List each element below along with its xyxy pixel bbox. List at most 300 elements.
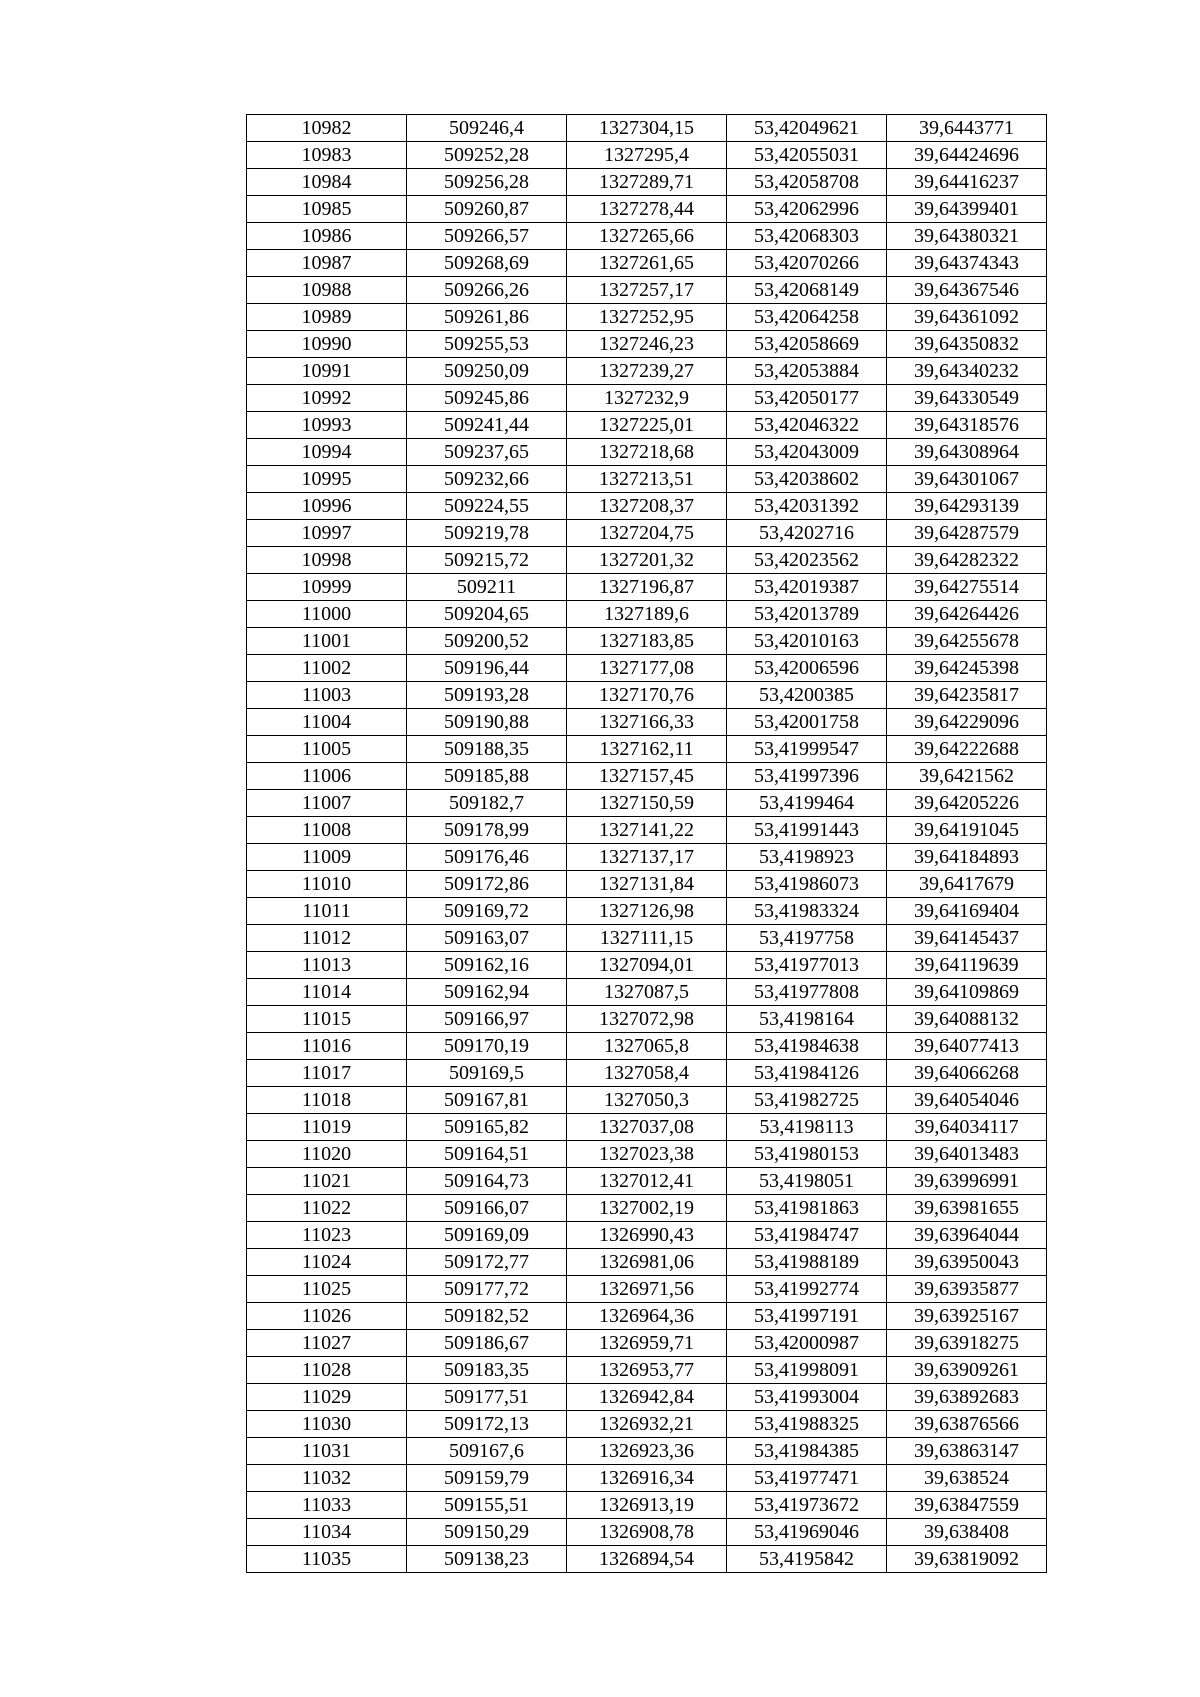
table-row bbox=[247, 1411, 1047, 1438]
longitude-cell: 39,64109869 bbox=[887, 979, 1047, 1006]
point-number-cell: 11011 bbox=[247, 898, 407, 925]
longitude-cell: 39,64013483 bbox=[887, 1141, 1047, 1168]
latitude-cell: 53,41998091 bbox=[727, 1357, 887, 1384]
latitude-cell: 53,41977471 bbox=[727, 1465, 887, 1492]
x-coordinate-cell: 509219,78 bbox=[407, 520, 567, 547]
latitude-cell: 53,41984126 bbox=[727, 1060, 887, 1087]
point-number-cell: 10991 bbox=[247, 358, 407, 385]
y-coordinate-cell: 1327012,41 bbox=[567, 1168, 727, 1195]
point-number-cell: 10992 bbox=[247, 385, 407, 412]
longitude-cell: 39,64145437 bbox=[887, 925, 1047, 952]
table-row bbox=[247, 1465, 1047, 1492]
table-row bbox=[247, 1006, 1047, 1033]
latitude-cell: 53,42001758 bbox=[727, 709, 887, 736]
latitude-cell: 53,42000987 bbox=[727, 1330, 887, 1357]
x-coordinate-cell: 509193,28 bbox=[407, 682, 567, 709]
point-number-cell: 11020 bbox=[247, 1141, 407, 1168]
y-coordinate-cell: 1327232,9 bbox=[567, 385, 727, 412]
longitude-cell: 39,64184893 bbox=[887, 844, 1047, 871]
table-row bbox=[247, 952, 1047, 979]
longitude-cell: 39,63847559 bbox=[887, 1492, 1047, 1519]
latitude-cell: 53,41980153 bbox=[727, 1141, 887, 1168]
latitude-cell: 53,42053884 bbox=[727, 358, 887, 385]
x-coordinate-cell: 509185,88 bbox=[407, 763, 567, 790]
x-coordinate-cell: 509178,99 bbox=[407, 817, 567, 844]
table-row bbox=[247, 1141, 1047, 1168]
x-coordinate-cell: 509211 bbox=[407, 574, 567, 601]
point-number-cell: 10983 bbox=[247, 142, 407, 169]
y-coordinate-cell: 1327265,66 bbox=[567, 223, 727, 250]
point-number-cell: 11030 bbox=[247, 1411, 407, 1438]
y-coordinate-cell: 1327023,38 bbox=[567, 1141, 727, 1168]
point-number-cell: 11008 bbox=[247, 817, 407, 844]
latitude-cell: 53,42068149 bbox=[727, 277, 887, 304]
table-row bbox=[247, 844, 1047, 871]
latitude-cell: 53,42006596 bbox=[727, 655, 887, 682]
x-coordinate-cell: 509176,46 bbox=[407, 844, 567, 871]
latitude-cell: 53,4198051 bbox=[727, 1168, 887, 1195]
longitude-cell: 39,64119639 bbox=[887, 952, 1047, 979]
x-coordinate-cell: 509172,86 bbox=[407, 871, 567, 898]
longitude-cell: 39,638524 bbox=[887, 1465, 1047, 1492]
point-number-cell: 10985 bbox=[247, 196, 407, 223]
table-row bbox=[247, 358, 1047, 385]
table-row bbox=[247, 1492, 1047, 1519]
longitude-cell: 39,63909261 bbox=[887, 1357, 1047, 1384]
longitude-cell: 39,64088132 bbox=[887, 1006, 1047, 1033]
y-coordinate-cell: 1327278,44 bbox=[567, 196, 727, 223]
latitude-cell: 53,41997396 bbox=[727, 763, 887, 790]
table-row bbox=[247, 331, 1047, 358]
point-number-cell: 11002 bbox=[247, 655, 407, 682]
latitude-cell: 53,41977808 bbox=[727, 979, 887, 1006]
latitude-cell: 53,42055031 bbox=[727, 142, 887, 169]
longitude-cell: 39,64066268 bbox=[887, 1060, 1047, 1087]
y-coordinate-cell: 1326981,06 bbox=[567, 1249, 727, 1276]
x-coordinate-cell: 509266,26 bbox=[407, 277, 567, 304]
x-coordinate-cell: 509186,67 bbox=[407, 1330, 567, 1357]
point-number-cell: 11029 bbox=[247, 1384, 407, 1411]
x-coordinate-cell: 509164,73 bbox=[407, 1168, 567, 1195]
x-coordinate-cell: 509166,97 bbox=[407, 1006, 567, 1033]
x-coordinate-cell: 509150,29 bbox=[407, 1519, 567, 1546]
longitude-cell: 39,63964044 bbox=[887, 1222, 1047, 1249]
y-coordinate-cell: 1327131,84 bbox=[567, 871, 727, 898]
latitude-cell: 53,42050177 bbox=[727, 385, 887, 412]
point-number-cell: 11006 bbox=[247, 763, 407, 790]
y-coordinate-cell: 1327141,22 bbox=[567, 817, 727, 844]
y-coordinate-cell: 1327137,17 bbox=[567, 844, 727, 871]
y-coordinate-cell: 1327239,27 bbox=[567, 358, 727, 385]
latitude-cell: 53,4197758 bbox=[727, 925, 887, 952]
y-coordinate-cell: 1327196,87 bbox=[567, 574, 727, 601]
point-number-cell: 11013 bbox=[247, 952, 407, 979]
longitude-cell: 39,64361092 bbox=[887, 304, 1047, 331]
table-row bbox=[247, 547, 1047, 574]
latitude-cell: 53,41997191 bbox=[727, 1303, 887, 1330]
point-number-cell: 10990 bbox=[247, 331, 407, 358]
longitude-cell: 39,63863147 bbox=[887, 1438, 1047, 1465]
table-row bbox=[247, 493, 1047, 520]
y-coordinate-cell: 1326959,71 bbox=[567, 1330, 727, 1357]
point-number-cell: 11025 bbox=[247, 1276, 407, 1303]
table-row bbox=[247, 439, 1047, 466]
x-coordinate-cell: 509188,35 bbox=[407, 736, 567, 763]
point-number-cell: 11007 bbox=[247, 790, 407, 817]
y-coordinate-cell: 1327252,95 bbox=[567, 304, 727, 331]
longitude-cell: 39,64275514 bbox=[887, 574, 1047, 601]
point-number-cell: 10987 bbox=[247, 250, 407, 277]
longitude-cell: 39,64264426 bbox=[887, 601, 1047, 628]
point-number-cell: 11035 bbox=[247, 1546, 407, 1573]
x-coordinate-cell: 509255,53 bbox=[407, 331, 567, 358]
point-number-cell: 11004 bbox=[247, 709, 407, 736]
table-row bbox=[247, 763, 1047, 790]
table-row bbox=[247, 1033, 1047, 1060]
longitude-cell: 39,63935877 bbox=[887, 1276, 1047, 1303]
point-number-cell: 11033 bbox=[247, 1492, 407, 1519]
point-number-cell: 11009 bbox=[247, 844, 407, 871]
x-coordinate-cell: 509246,4 bbox=[407, 115, 567, 142]
longitude-cell: 39,63876566 bbox=[887, 1411, 1047, 1438]
table-row bbox=[247, 628, 1047, 655]
table-row bbox=[247, 817, 1047, 844]
point-number-cell: 10998 bbox=[247, 547, 407, 574]
table-row bbox=[247, 1168, 1047, 1195]
latitude-cell: 53,41988189 bbox=[727, 1249, 887, 1276]
x-coordinate-cell: 509167,6 bbox=[407, 1438, 567, 1465]
x-coordinate-cell: 509172,13 bbox=[407, 1411, 567, 1438]
table-row bbox=[247, 1384, 1047, 1411]
table-row bbox=[247, 709, 1047, 736]
x-coordinate-cell: 509245,86 bbox=[407, 385, 567, 412]
x-coordinate-cell: 509196,44 bbox=[407, 655, 567, 682]
coordinates-table bbox=[246, 114, 1047, 1573]
latitude-cell: 53,42046322 bbox=[727, 412, 887, 439]
table-row bbox=[247, 1276, 1047, 1303]
y-coordinate-cell: 1327261,65 bbox=[567, 250, 727, 277]
x-coordinate-cell: 509169,09 bbox=[407, 1222, 567, 1249]
point-number-cell: 11016 bbox=[247, 1033, 407, 1060]
latitude-cell: 53,4199464 bbox=[727, 790, 887, 817]
point-number-cell: 11012 bbox=[247, 925, 407, 952]
point-number-cell: 10997 bbox=[247, 520, 407, 547]
table-row bbox=[247, 1357, 1047, 1384]
point-number-cell: 10999 bbox=[247, 574, 407, 601]
x-coordinate-cell: 509169,72 bbox=[407, 898, 567, 925]
longitude-cell: 39,64054046 bbox=[887, 1087, 1047, 1114]
x-coordinate-cell: 509200,52 bbox=[407, 628, 567, 655]
longitude-cell: 39,63892683 bbox=[887, 1384, 1047, 1411]
point-number-cell: 11001 bbox=[247, 628, 407, 655]
longitude-cell: 39,64169404 bbox=[887, 898, 1047, 925]
longitude-cell: 39,64293139 bbox=[887, 493, 1047, 520]
latitude-cell: 53,41983324 bbox=[727, 898, 887, 925]
table-row bbox=[247, 169, 1047, 196]
y-coordinate-cell: 1326942,84 bbox=[567, 1384, 727, 1411]
latitude-cell: 53,42058669 bbox=[727, 331, 887, 358]
point-number-cell: 11010 bbox=[247, 871, 407, 898]
table-row bbox=[247, 1222, 1047, 1249]
point-number-cell: 10984 bbox=[247, 169, 407, 196]
table-row bbox=[247, 1195, 1047, 1222]
latitude-cell: 53,41977013 bbox=[727, 952, 887, 979]
y-coordinate-cell: 1326971,56 bbox=[567, 1276, 727, 1303]
x-coordinate-cell: 509182,52 bbox=[407, 1303, 567, 1330]
latitude-cell: 53,41984385 bbox=[727, 1438, 887, 1465]
table-row bbox=[247, 655, 1047, 682]
point-number-cell: 11027 bbox=[247, 1330, 407, 1357]
longitude-cell: 39,64255678 bbox=[887, 628, 1047, 655]
y-coordinate-cell: 1327037,08 bbox=[567, 1114, 727, 1141]
latitude-cell: 53,41992774 bbox=[727, 1276, 887, 1303]
y-coordinate-cell: 1327257,17 bbox=[567, 277, 727, 304]
point-number-cell: 10982 bbox=[247, 115, 407, 142]
y-coordinate-cell: 1327304,15 bbox=[567, 115, 727, 142]
table-row bbox=[247, 385, 1047, 412]
latitude-cell: 53,42070266 bbox=[727, 250, 887, 277]
y-coordinate-cell: 1327295,4 bbox=[567, 142, 727, 169]
table-row bbox=[247, 979, 1047, 1006]
table-row bbox=[247, 223, 1047, 250]
latitude-cell: 53,4198164 bbox=[727, 1006, 887, 1033]
longitude-cell: 39,64205226 bbox=[887, 790, 1047, 817]
longitude-cell: 39,64416237 bbox=[887, 169, 1047, 196]
point-number-cell: 11028 bbox=[247, 1357, 407, 1384]
longitude-cell: 39,64350832 bbox=[887, 331, 1047, 358]
latitude-cell: 53,42023562 bbox=[727, 547, 887, 574]
x-coordinate-cell: 509162,16 bbox=[407, 952, 567, 979]
longitude-cell: 39,64367546 bbox=[887, 277, 1047, 304]
point-number-cell: 10994 bbox=[247, 439, 407, 466]
table-row bbox=[247, 520, 1047, 547]
y-coordinate-cell: 1326916,34 bbox=[567, 1465, 727, 1492]
table-row bbox=[247, 1303, 1047, 1330]
longitude-cell: 39,63950043 bbox=[887, 1249, 1047, 1276]
y-coordinate-cell: 1327058,4 bbox=[567, 1060, 727, 1087]
y-coordinate-cell: 1327094,01 bbox=[567, 952, 727, 979]
latitude-cell: 53,41999547 bbox=[727, 736, 887, 763]
x-coordinate-cell: 509169,5 bbox=[407, 1060, 567, 1087]
latitude-cell: 53,4198113 bbox=[727, 1114, 887, 1141]
x-coordinate-cell: 509260,87 bbox=[407, 196, 567, 223]
y-coordinate-cell: 1327225,01 bbox=[567, 412, 727, 439]
table-row bbox=[247, 1546, 1047, 1573]
point-number-cell: 11019 bbox=[247, 1114, 407, 1141]
x-coordinate-cell: 509182,7 bbox=[407, 790, 567, 817]
longitude-cell: 39,64380321 bbox=[887, 223, 1047, 250]
table-row bbox=[247, 682, 1047, 709]
latitude-cell: 53,4198923 bbox=[727, 844, 887, 871]
point-number-cell: 10989 bbox=[247, 304, 407, 331]
y-coordinate-cell: 1327218,68 bbox=[567, 439, 727, 466]
point-number-cell: 11015 bbox=[247, 1006, 407, 1033]
y-coordinate-cell: 1327289,71 bbox=[567, 169, 727, 196]
table-row bbox=[247, 1087, 1047, 1114]
point-number-cell: 11005 bbox=[247, 736, 407, 763]
x-coordinate-cell: 509164,51 bbox=[407, 1141, 567, 1168]
y-coordinate-cell: 1327208,37 bbox=[567, 493, 727, 520]
y-coordinate-cell: 1326894,54 bbox=[567, 1546, 727, 1573]
latitude-cell: 53,41984747 bbox=[727, 1222, 887, 1249]
longitude-cell: 39,64222688 bbox=[887, 736, 1047, 763]
y-coordinate-cell: 1327065,8 bbox=[567, 1033, 727, 1060]
table-row bbox=[247, 115, 1047, 142]
point-number-cell: 10995 bbox=[247, 466, 407, 493]
latitude-cell: 53,41981863 bbox=[727, 1195, 887, 1222]
longitude-cell: 39,638408 bbox=[887, 1519, 1047, 1546]
table-row bbox=[247, 1438, 1047, 1465]
table-row bbox=[247, 925, 1047, 952]
x-coordinate-cell: 509155,51 bbox=[407, 1492, 567, 1519]
y-coordinate-cell: 1327183,85 bbox=[567, 628, 727, 655]
latitude-cell: 53,41993004 bbox=[727, 1384, 887, 1411]
y-coordinate-cell: 1327111,15 bbox=[567, 925, 727, 952]
point-number-cell: 11024 bbox=[247, 1249, 407, 1276]
y-coordinate-cell: 1327204,75 bbox=[567, 520, 727, 547]
y-coordinate-cell: 1326953,77 bbox=[567, 1357, 727, 1384]
table-row bbox=[247, 898, 1047, 925]
longitude-cell: 39,64424696 bbox=[887, 142, 1047, 169]
point-number-cell: 11026 bbox=[247, 1303, 407, 1330]
x-coordinate-cell: 509159,79 bbox=[407, 1465, 567, 1492]
latitude-cell: 53,42068303 bbox=[727, 223, 887, 250]
latitude-cell: 53,42064258 bbox=[727, 304, 887, 331]
latitude-cell: 53,42058708 bbox=[727, 169, 887, 196]
x-coordinate-cell: 509232,66 bbox=[407, 466, 567, 493]
x-coordinate-cell: 509183,35 bbox=[407, 1357, 567, 1384]
point-number-cell: 11000 bbox=[247, 601, 407, 628]
y-coordinate-cell: 1327162,11 bbox=[567, 736, 727, 763]
latitude-cell: 53,41988325 bbox=[727, 1411, 887, 1438]
point-number-cell: 10988 bbox=[247, 277, 407, 304]
table-row bbox=[247, 790, 1047, 817]
longitude-cell: 39,6421562 bbox=[887, 763, 1047, 790]
y-coordinate-cell: 1326964,36 bbox=[567, 1303, 727, 1330]
y-coordinate-cell: 1327126,98 bbox=[567, 898, 727, 925]
point-number-cell: 11021 bbox=[247, 1168, 407, 1195]
x-coordinate-cell: 509177,51 bbox=[407, 1384, 567, 1411]
y-coordinate-cell: 1326990,43 bbox=[567, 1222, 727, 1249]
point-number-cell: 10996 bbox=[247, 493, 407, 520]
x-coordinate-cell: 509166,07 bbox=[407, 1195, 567, 1222]
longitude-cell: 39,64301067 bbox=[887, 466, 1047, 493]
x-coordinate-cell: 509266,57 bbox=[407, 223, 567, 250]
longitude-cell: 39,64318576 bbox=[887, 412, 1047, 439]
x-coordinate-cell: 509250,09 bbox=[407, 358, 567, 385]
x-coordinate-cell: 509177,72 bbox=[407, 1276, 567, 1303]
longitude-cell: 39,63819092 bbox=[887, 1546, 1047, 1573]
y-coordinate-cell: 1327170,76 bbox=[567, 682, 727, 709]
table-row bbox=[247, 196, 1047, 223]
x-coordinate-cell: 509162,94 bbox=[407, 979, 567, 1006]
y-coordinate-cell: 1326923,36 bbox=[567, 1438, 727, 1465]
longitude-cell: 39,64235817 bbox=[887, 682, 1047, 709]
point-number-cell: 10993 bbox=[247, 412, 407, 439]
x-coordinate-cell: 509167,81 bbox=[407, 1087, 567, 1114]
point-number-cell: 11022 bbox=[247, 1195, 407, 1222]
table-row bbox=[247, 412, 1047, 439]
y-coordinate-cell: 1327072,98 bbox=[567, 1006, 727, 1033]
table-row bbox=[247, 871, 1047, 898]
table-row bbox=[247, 1249, 1047, 1276]
y-coordinate-cell: 1326908,78 bbox=[567, 1519, 727, 1546]
longitude-cell: 39,64287579 bbox=[887, 520, 1047, 547]
x-coordinate-cell: 509241,44 bbox=[407, 412, 567, 439]
x-coordinate-cell: 509190,88 bbox=[407, 709, 567, 736]
point-number-cell: 11034 bbox=[247, 1519, 407, 1546]
longitude-cell: 39,64245398 bbox=[887, 655, 1047, 682]
table-row bbox=[247, 277, 1047, 304]
latitude-cell: 53,41991443 bbox=[727, 817, 887, 844]
y-coordinate-cell: 1327166,33 bbox=[567, 709, 727, 736]
latitude-cell: 53,42010163 bbox=[727, 628, 887, 655]
longitude-cell: 39,64330549 bbox=[887, 385, 1047, 412]
y-coordinate-cell: 1327213,51 bbox=[567, 466, 727, 493]
y-coordinate-cell: 1327150,59 bbox=[567, 790, 727, 817]
latitude-cell: 53,41986073 bbox=[727, 871, 887, 898]
y-coordinate-cell: 1327246,23 bbox=[567, 331, 727, 358]
latitude-cell: 53,41969046 bbox=[727, 1519, 887, 1546]
table-row bbox=[247, 1060, 1047, 1087]
longitude-cell: 39,63981655 bbox=[887, 1195, 1047, 1222]
longitude-cell: 39,64308964 bbox=[887, 439, 1047, 466]
point-number-cell: 11018 bbox=[247, 1087, 407, 1114]
point-number-cell: 11003 bbox=[247, 682, 407, 709]
point-number-cell: 10986 bbox=[247, 223, 407, 250]
y-coordinate-cell: 1327177,08 bbox=[567, 655, 727, 682]
longitude-cell: 39,64229096 bbox=[887, 709, 1047, 736]
table-row bbox=[247, 1330, 1047, 1357]
table-row bbox=[247, 466, 1047, 493]
latitude-cell: 53,42038602 bbox=[727, 466, 887, 493]
point-number-cell: 11014 bbox=[247, 979, 407, 1006]
y-coordinate-cell: 1327157,45 bbox=[567, 763, 727, 790]
x-coordinate-cell: 509170,19 bbox=[407, 1033, 567, 1060]
latitude-cell: 53,41984638 bbox=[727, 1033, 887, 1060]
latitude-cell: 53,41973672 bbox=[727, 1492, 887, 1519]
longitude-cell: 39,64191045 bbox=[887, 817, 1047, 844]
latitude-cell: 53,42062996 bbox=[727, 196, 887, 223]
y-coordinate-cell: 1327087,5 bbox=[567, 979, 727, 1006]
latitude-cell: 53,42019387 bbox=[727, 574, 887, 601]
latitude-cell: 53,42049621 bbox=[727, 115, 887, 142]
table-row bbox=[247, 574, 1047, 601]
latitude-cell: 53,42013789 bbox=[727, 601, 887, 628]
x-coordinate-cell: 509215,72 bbox=[407, 547, 567, 574]
x-coordinate-cell: 509237,65 bbox=[407, 439, 567, 466]
longitude-cell: 39,6443771 bbox=[887, 115, 1047, 142]
longitude-cell: 39,64034117 bbox=[887, 1114, 1047, 1141]
latitude-cell: 53,4202716 bbox=[727, 520, 887, 547]
longitude-cell: 39,64399401 bbox=[887, 196, 1047, 223]
point-number-cell: 11031 bbox=[247, 1438, 407, 1465]
table-row bbox=[247, 736, 1047, 763]
longitude-cell: 39,63996991 bbox=[887, 1168, 1047, 1195]
longitude-cell: 39,64340232 bbox=[887, 358, 1047, 385]
x-coordinate-cell: 509165,82 bbox=[407, 1114, 567, 1141]
longitude-cell: 39,64077413 bbox=[887, 1033, 1047, 1060]
latitude-cell: 53,4200385 bbox=[727, 682, 887, 709]
x-coordinate-cell: 509224,55 bbox=[407, 493, 567, 520]
point-number-cell: 11017 bbox=[247, 1060, 407, 1087]
table-row bbox=[247, 1114, 1047, 1141]
y-coordinate-cell: 1326932,21 bbox=[567, 1411, 727, 1438]
x-coordinate-cell: 509268,69 bbox=[407, 250, 567, 277]
y-coordinate-cell: 1327189,6 bbox=[567, 601, 727, 628]
x-coordinate-cell: 509138,23 bbox=[407, 1546, 567, 1573]
x-coordinate-cell: 509172,77 bbox=[407, 1249, 567, 1276]
